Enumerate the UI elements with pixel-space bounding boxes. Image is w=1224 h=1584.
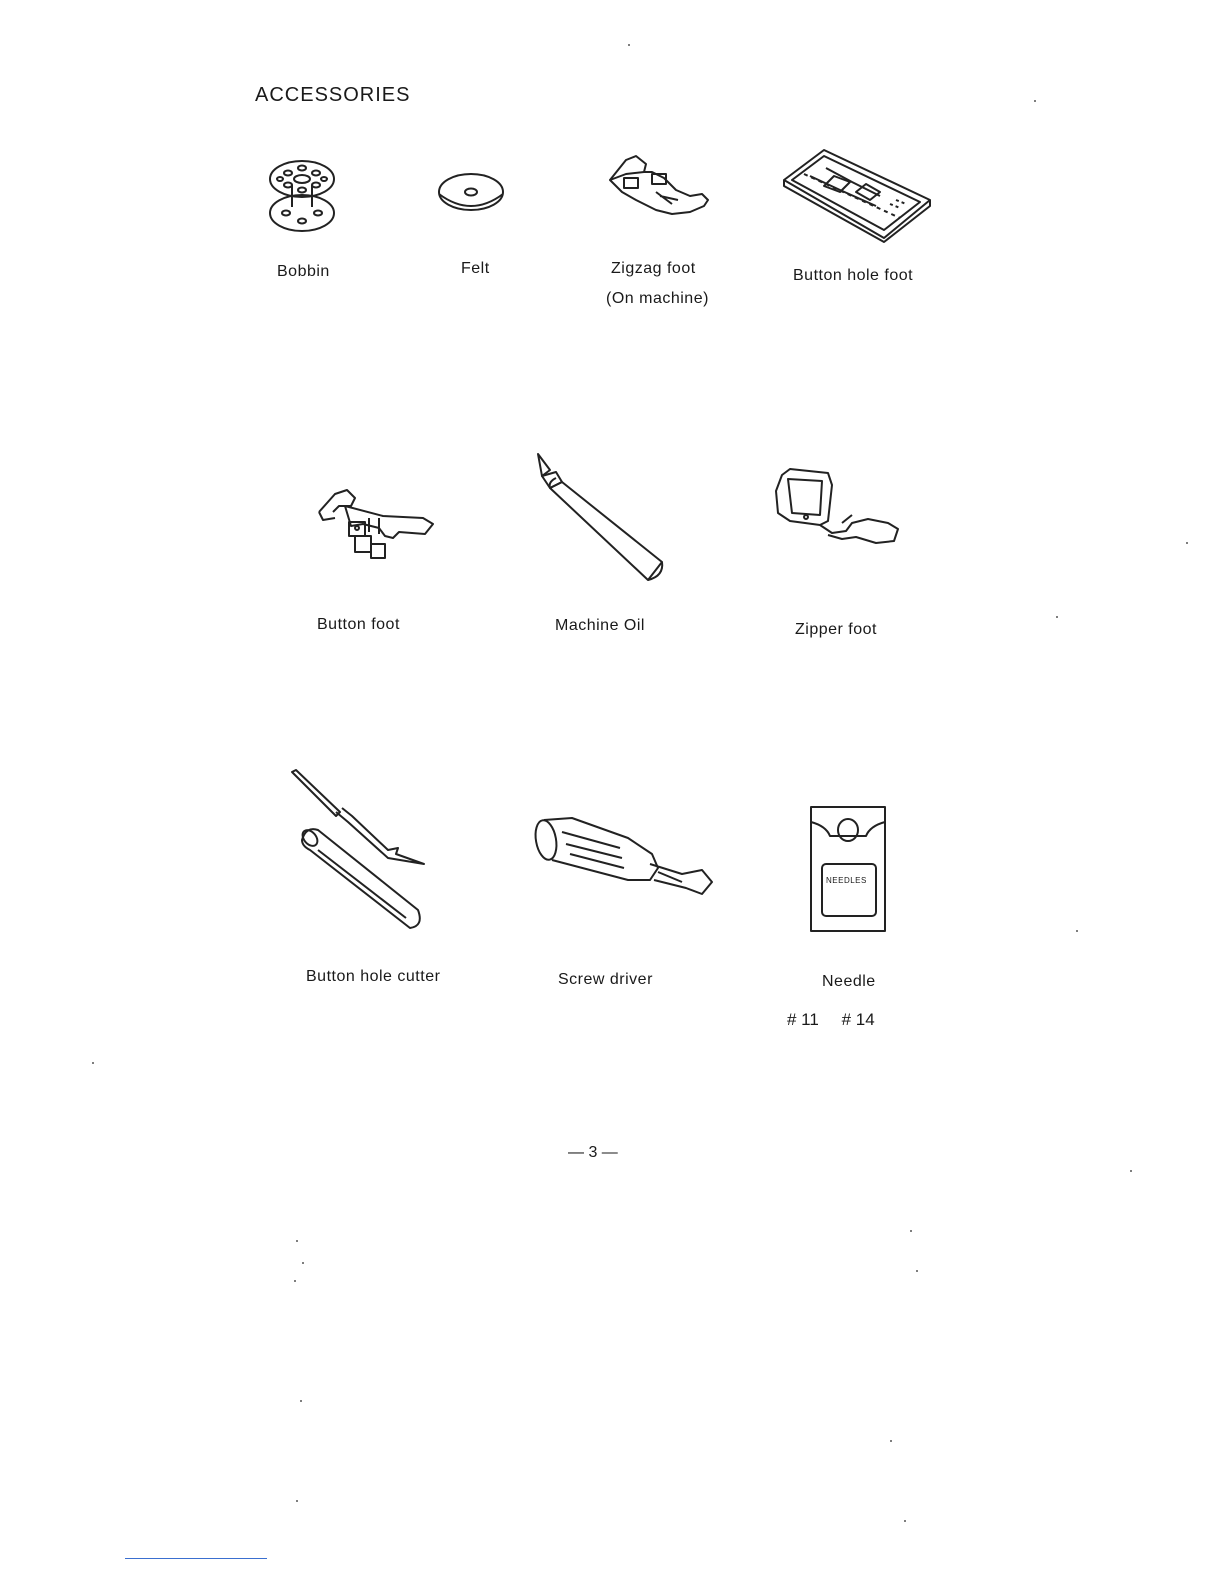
needle-pack-icon [810,806,886,932]
item-label-screw-driver: Screw driver [558,971,653,988]
page-number: — 3 — [568,1144,618,1161]
bobbin-icon [266,155,341,240]
item-label-bobbin: Bobbin [277,263,330,280]
bottom-rule [125,1558,267,1559]
felt-icon [436,172,506,217]
screw-driver-icon [532,814,716,898]
button-hole-cutter-icon [288,768,432,932]
button-hole-foot-icon [780,146,932,242]
button-foot-icon [313,488,439,564]
needle-sizes [787,1010,893,1030]
needle-size-14: # 14 [841,1010,875,1029]
zigzag-foot-icon [606,152,712,220]
item-sublabel-zigzag-foot: (On machine) [606,290,709,307]
needle-size-11: # 11 [787,1010,819,1029]
item-label-button-foot: Button foot [317,616,400,633]
item-label-zigzag-foot: Zigzag foot [611,260,696,277]
item-label-button-hole-foot: Button hole foot [793,267,914,284]
zipper-foot-icon [772,467,902,547]
item-label-needle: Needle [822,973,876,990]
item-label-zipper-foot: Zipper foot [795,621,877,638]
item-label-machine-oil: Machine Oil [555,617,645,634]
needle-pack-text: NEEDLES [826,876,867,885]
accessories-title: ACCESSORIES [255,84,411,106]
machine-oil-icon [528,452,668,588]
item-label-button-hole-cutter: Button hole cutter [306,968,441,985]
item-label-felt: Felt [461,260,490,277]
